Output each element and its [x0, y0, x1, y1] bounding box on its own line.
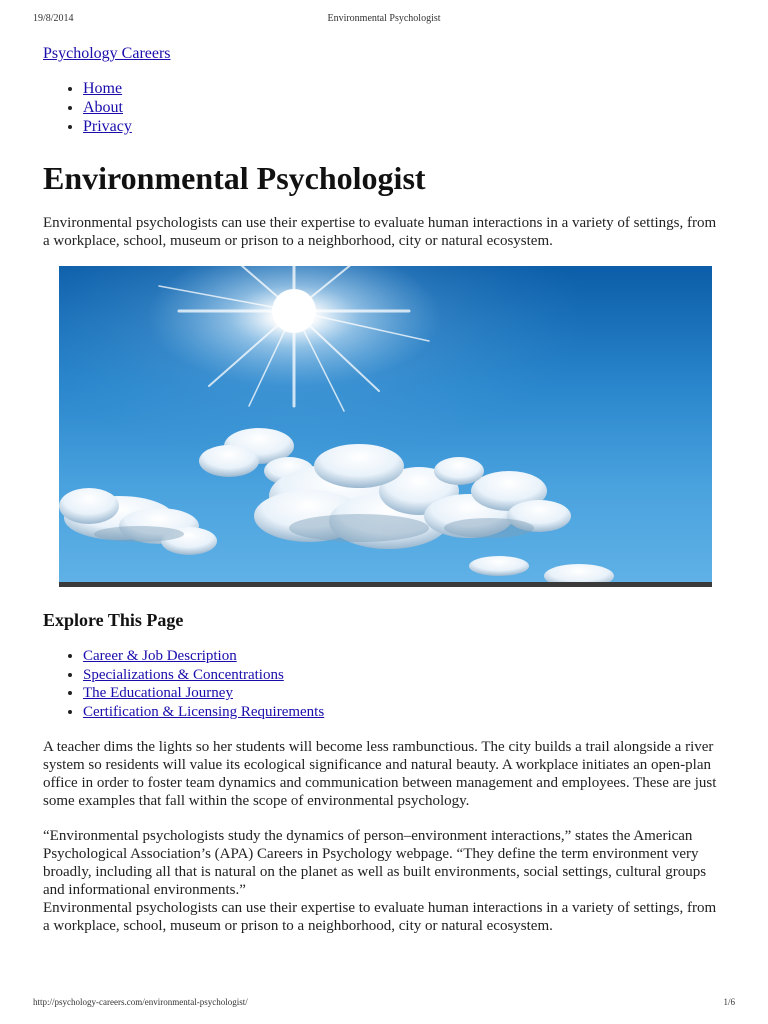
- nav-link-about[interactable]: About: [83, 99, 123, 116]
- toc-item: [83, 703, 723, 722]
- print-url: http://psychology-careers.com/environmental-psychologist/: [33, 997, 248, 1007]
- toc-link-specializations[interactable]: Specializations & Concentrations: [83, 666, 284, 683]
- toc-item: [83, 666, 723, 685]
- print-date: 19/8/2014: [33, 13, 74, 24]
- print-page-number: 1/6: [723, 997, 735, 1007]
- nav-link-home[interactable]: Home: [83, 80, 123, 97]
- toc-link-career[interactable]: Career & Job Description: [83, 648, 237, 664]
- nav-item-privacy: [83, 117, 723, 136]
- body-paragraph: “Environmental psychologists study the dynamics of person–environment interactions,” states the American Psychological Association’s (APA) Careers in Psychology webpage. “They define the term environment very broadly, including all that is natural on the planet as well as built environments, social settings, cultural groups and informational environments.”: [43, 827, 707, 898]
- body-paragraph: Environmental psychologists can use their expertise to evaluate human interactions in a variety of settings, from a workplace, school, museum or prison to a neighborhood, city or natural ecosystem.: [43, 899, 717, 934]
- print-footer: [33, 997, 735, 1009]
- table-of-contents: [43, 647, 723, 722]
- page-content: [43, 44, 723, 935]
- main-nav: [43, 79, 723, 136]
- toc-item: [83, 684, 723, 703]
- page-title: Environmental Psychologist: [43, 160, 426, 196]
- sky-sun-clouds-image: [59, 266, 712, 587]
- print-header: [33, 13, 735, 27]
- print-document-title: Environmental Psychologist: [327, 13, 441, 24]
- toc-link-certification[interactable]: Certification & Licensing Requirements: [83, 704, 325, 721]
- site-title-link[interactable]: Psychology Careers: [43, 45, 171, 62]
- sun: [272, 289, 316, 333]
- nav-link-privacy[interactable]: Privacy: [83, 118, 132, 135]
- body-paragraph: A teacher dims the lights so her students will become less rambunctious. The city builds a trail alongside a river system so residents will value its ecological significance and natural beauty. A workplace initiates an open-plan office in order to foster team dynamics and communication between management and employees. These are just some examples that fall within the scope of environmental psychology.: [43, 738, 717, 809]
- sky-illustration: [59, 266, 712, 582]
- nav-item-about: [83, 98, 723, 117]
- toc-link-education[interactable]: The Educational Journey: [83, 685, 233, 702]
- intro-paragraph: Environmental psychologists can use their expertise to evaluate human interactions in a variety of settings, from a workplace, school, museum or prison to a neighborhood, city or natural ecosystem.: [43, 215, 717, 249]
- nav-item-home: [83, 79, 723, 98]
- toc-item: [83, 647, 723, 666]
- explore-heading: Explore This Page: [43, 610, 184, 630]
